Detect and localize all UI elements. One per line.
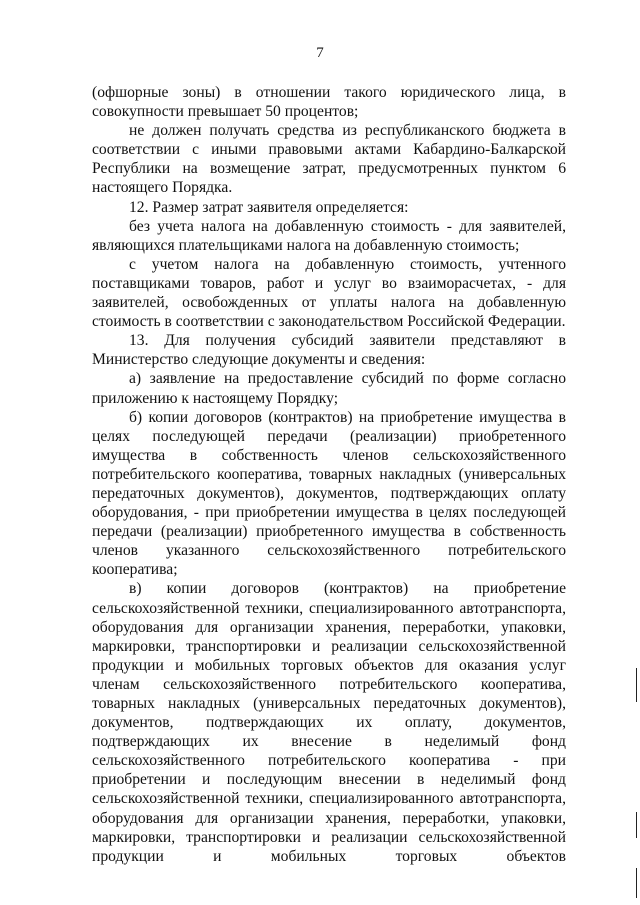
paragraph-without-vat: без учета налога на добавленную стоимость - для заявителей, являющихся плательщиками налога на добавленную стоимость; [92, 217, 566, 254]
paragraph-item-13b: б) копии договоров (контрактов) на приобретение имущества в целях последующей передачи (реализации) приобретенного имущества в собственность членов сельскохозяйственного потребительского кооператива, товарных накладных (универсальных передаточных документов), документов, подтверждающих оплату оборудования, - при приобретении имущества в целях последующей передачи (реализации) приобретенного имущества в собственность членов указанного сельскохозяйственного потребительского кооператива; [92, 408, 566, 579]
document-body [92, 83, 566, 866]
paragraph-offshore-continuation: (офшорные зоны) в отношении такого юридического лица, в совокупности превышает 50 процентов; [92, 84, 566, 121]
paragraph-with-vat: с учетом налога на добавленную стоимость, учтенного поставщиками товаров, работ и услуг во взаиморасчетах, - для заявителей, освобожденных от уплаты налога на добавленную стоимость в соответствии с законодательством Российской Федерации. [92, 255, 566, 331]
paragraph-no-budget-funds: не должен получать средства из республиканского бюджета в соответствии с иными правовыми актами Кабардино-Балкарской Республики на возмещение затрат, предусмотренных пунктом 6 настоящего Порядка. [92, 122, 566, 197]
paragraph-item-12-heading: 12. Размер затрат заявителя определяется: [129, 198, 409, 216]
paragraph-item-13a: а) заявление на предоставление субсидий по форме согласно приложению к настоящему Порядку; [92, 370, 566, 407]
paragraph-item-13v: в) копии договоров (контрактов) на приобретение сельскохозяйственной техники, специализированного автотранспорта, оборудования для организации хранения, переработки, упаковки, маркировки, транспортировки и реализации сельскохозяйственной продукции и мобильных торговых объектов для оказания услуг членам сельскохозяйственного потребительского кооператива, товарных накладных (универсальных передаточных документов), документов, подтверждающих их оплату, документов, подтверждающих их внесение в неделимый фонд сельскохозяйственного потребительского кооператива - при приобретении и последующим внесении в неделимый фонд сельскохозяйственной техники, специализированного автотранспорта, оборудования для организации хранения, переработки, упаковки, маркировки, транспортировки и реализации сельскохозяйственной продукции и мобильных торговых объектов [92, 580, 566, 865]
scan-edge-mark [636, 668, 637, 702]
page-number: 7 [316, 45, 324, 61]
scan-edge-mark [636, 812, 637, 838]
paragraph-item-13-heading: 13. Для получения субсидий заявители представляют в Министерство следующие документы и сведения: [92, 332, 566, 369]
scan-edge-mark [636, 868, 637, 898]
